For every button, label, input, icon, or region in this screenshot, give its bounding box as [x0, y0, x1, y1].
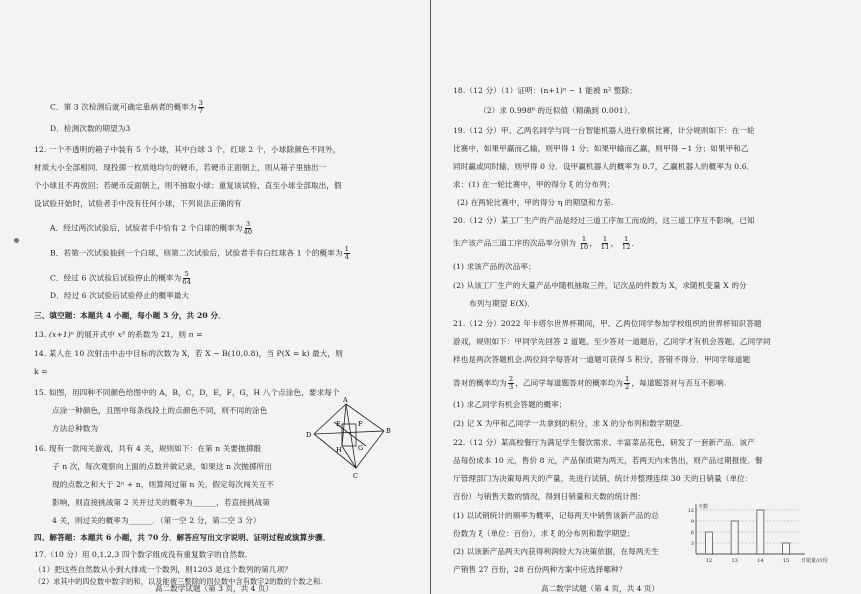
q20-part-2: (2) 从该工厂生产的大量产品中随机抽取三件，记次品的件数为 X，求随机变量 X 的分 [453, 281, 747, 290]
q19-stem-line: 19.（12 分）甲、乙两名同学与同一台智能机器人进行象棋比赛，计分规则如下：在一轮 [453, 126, 755, 135]
q15-coloring-figure [304, 396, 400, 486]
q12-stem-line: 材质大小全部相同．现投掷一枚质地均匀的硬币，若硬币正面朝上，则从箱子里抽出一 [34, 163, 327, 172]
q21-stem-line: 游戏，规则如下：甲同学先回答 2 道题，至少答对一道题后，乙同学才有机会答题，乙同学同 [453, 337, 771, 346]
q16-stem-line: 16. 现有一款闯关游戏，共有 4 关，规则如下：在第 n 关要抛掷骰 [34, 444, 262, 453]
q21-part-2: (2) 记 X 为甲和乙同学一共拿到的积分，求 X 的分布列和数学期望. [453, 419, 683, 428]
punch-hole-mark [14, 238, 19, 243]
q20-part-2-cont: 布列与期望 E(X)． [469, 299, 535, 308]
fig-label-b: B [386, 427, 391, 435]
q12-stem-line: 12. 一个不透明的箱子中装有 5 个小球，其中白球 3 个，红球 2 个，小球除颜色不同外， [34, 145, 341, 154]
q22-stem-line: 百份）与销售天数的情况，得到日销量和天数的统计图： [453, 492, 646, 501]
bar-13 [731, 521, 738, 554]
x-tick-label: 12 [705, 558, 713, 564]
q12-stem-line: 个小球且不再放回；若硬币反面朝上，则不抽取小球；重复该试验，直至小球全部取出，假 [34, 181, 342, 190]
x-tick-label: 13 [731, 558, 738, 564]
q22-stem-line: 厅管理部门为决策每两天的产量，先进行试销，统计并整理连续 30 天的日销量（单位： [453, 474, 753, 483]
q22-part-2-cont: 产销售 27 百份，28 百份两种方案中应选择哪种？ [453, 565, 627, 574]
q12-option-c: C．经过 6 次试验后试验停止的概率为 $\frac{5}{64}$ [50, 270, 192, 286]
q14-stem-line: k = [34, 367, 48, 376]
fig-label-h: H [336, 446, 342, 454]
bar-15 [783, 543, 790, 554]
q18-part-2: （2）求 0.998⁶ 的近似值（精确到 0.001）． [479, 106, 636, 115]
exam-page-3 [0, 0, 430, 594]
exam-page-4 [431, 0, 861, 594]
q12-stem-line: 设试验开始时，试验者手中没有任何小球，下列说法正确的有 [34, 199, 242, 208]
y-tick-label: 12 [687, 508, 694, 514]
q20-stem-line: 生产该产品三道工序的次品率分别为 $\frac{1}{10}$ ， $\frac{1}{11}$ ， $\frac{1}{12}$ ． [453, 235, 640, 251]
fig-label-d: D [306, 431, 312, 439]
q15-stem-line: 点涂一种颜色，且图中每条线段上的点颜色不同，则不同的涂色 [52, 406, 268, 415]
bar-12 [705, 532, 712, 554]
y-axis-label: 天数 [698, 504, 709, 510]
fig-label-g: G [358, 444, 364, 452]
fig-label-f: F [358, 420, 363, 428]
page-footer: 高二数学试题（第 3 页，共 4 页） [155, 584, 274, 593]
q17-part-2: （2）求其中的四位数中数字的和，以及能被三整除的四位数中含有数字2的数的个数之和. [34, 577, 323, 586]
q20-stem-line: 20.（12 分）某工厂生产的产品是经过三道工序加工而成的，这三道工序互不影响，已知 [453, 216, 755, 225]
q12-option-b: B．若第一次试验抽到一个白球，则第二次试验后，试验者手有白红球各 1 个的概率为 $\frac{1}{4}$ [50, 245, 350, 261]
q22-part-1: (1) 以试销统计的频率为概率，记每两天中销售该新产品的总 [453, 511, 659, 520]
fig-label-c: C [353, 472, 358, 480]
q22-part-1-cont: 份数为 ξ（单位：百份），求 ξ 的分布列和数学期望； [453, 529, 635, 538]
x-axis-label: 日销量/百份 [801, 558, 828, 564]
q15-stem-line: 15. 如图，用四种不同颜色给图中的 A，B，C，D，E，F，G，H 八个点涂色，要求每个 [34, 388, 340, 397]
q19-stem-line: 比赛中，如果甲赢而乙输，则甲得 1 分；如果甲输而乙赢，则甲得 −1 分；如果甲和乙 [453, 144, 749, 153]
q21-stem-line: 样也是两次答题机会.两位同学每答对一道题可获得 5 积分，答错不得分．甲同学每道题 [453, 355, 751, 364]
q13-stem: 13. (x+1)ⁿ 的展开式中 x³ 的系数为 21，则 n = [34, 330, 203, 339]
q21-part-1: (1) 求乙同学有机会答题的概率； [453, 400, 567, 409]
q22-stem-line: 品每份成本 10 元，售价 8 元，产品保质期为两天，若两天内未售出，则产品过期报废．餐 [453, 456, 763, 465]
q22-stem-line: 22.（12 分）某高校餐厅为满足学生餐饮需求、丰富菜品花色，研发了一套新产品．该产 [453, 438, 755, 447]
q21-stem-line: 21.（12 分）2022 年卡塔尔世界杯期间，甲、乙两位同学参加学校组织的世界杯知识答题 [453, 319, 762, 328]
q12-option-a: A．经过两次试验后，试验者手中恰有 2 个白球的概率为 $\frac{3}{40}$ [50, 220, 253, 236]
q16-stem-line: 子 n 次，每次观察向上面的点数并做记录，如果这 n 次抛掷所出 [52, 462, 273, 471]
q20-part-1: (1) 求该产品的次品率； [453, 262, 536, 271]
q17-stem: 17.（10 分）用 0,1,2,3 四个数字组成没有重复数字的自然数. [34, 550, 248, 559]
y-tick-label: 6 [690, 530, 694, 536]
page-footer: 高二数学试题（第 4 页，共 4 页） [541, 584, 660, 593]
y-tick-label: 9 [690, 519, 694, 525]
q19-part-2: (2) 在两轮比赛中，甲的得分 η 的期望和方差. [457, 198, 614, 207]
section-solution-heading: 四、解答题：本题共 6 小题，共 70 分．解答应写出文字说明、证明过程或演算步骤． [34, 533, 331, 542]
q16-stem-line: 现的点数之和大于 2ⁿ + n，则算闯过第 n 关，假定每次闯关互不 [52, 480, 274, 489]
q11-option-c: C．第 3 次检测后就可确定患病者的概率为 $\frac{3}{7}$ [50, 99, 204, 115]
x-tick-label: 15 [782, 558, 790, 564]
y-tick-label: 3 [690, 541, 694, 547]
fig-label-a: A [343, 396, 348, 404]
q16-stem-line: 4 关，则过关的概率为______．（第一空 2 分，第二空 3 分） [52, 516, 261, 525]
q17-part-1: （1）把这些自然数从小到大排成一个数列，则1203 是这个数列的第几项？ [34, 565, 292, 574]
section-fill-in-heading: 三、填空题：本题共 4 小题，每小题 5 分，共 20 分． [34, 311, 226, 320]
q21-stem-line: 答对的概率均为 $\frac{2}{3}$ ，乙同学每道题答对的概率均为 $\frac{1}{2}$ ，每道题答对与否互不影响. [453, 375, 727, 391]
bar-14 [757, 510, 764, 554]
q19-part-1: 求：(1) 在一轮比赛中，甲的得分 ξ 的分布列； [453, 180, 615, 189]
q16-stem-line: 影响，则直接挑战第 2 关并过关的概率为______，若直接挑战第 [52, 498, 270, 507]
q19-stem-line: 同时赢或同时输，则甲得 0 分．设甲赢机器人的概率为 0.7，乙赢机器人的概率为 0.6． [453, 162, 755, 171]
daily-sales-bar-chart [681, 502, 831, 564]
q22-part-2: (2) 以该新产品两天内获得利润较大为决策依据，在每两天生 [453, 547, 659, 556]
q14-stem-line: 14. 某人在 10 次射击中击中目标的次数为 X，若 X ~ B(10,0.8)，当 P(X = k) 最大，则 [34, 349, 343, 358]
q18-part-1: 18.（12 分）（1）证明：(n+1)ⁿ − 1 能被 n² 整除； [453, 86, 637, 95]
q12-option-d: D．经过 6 次试验后试验停止的概率最大 [50, 291, 190, 300]
q15-stem-line: 方法总种数为 [52, 424, 99, 433]
x-tick-label: 14 [757, 558, 764, 564]
fig-label-e: E [336, 420, 341, 428]
q11-option-d: D．检测次数的期望为3 [50, 124, 131, 133]
